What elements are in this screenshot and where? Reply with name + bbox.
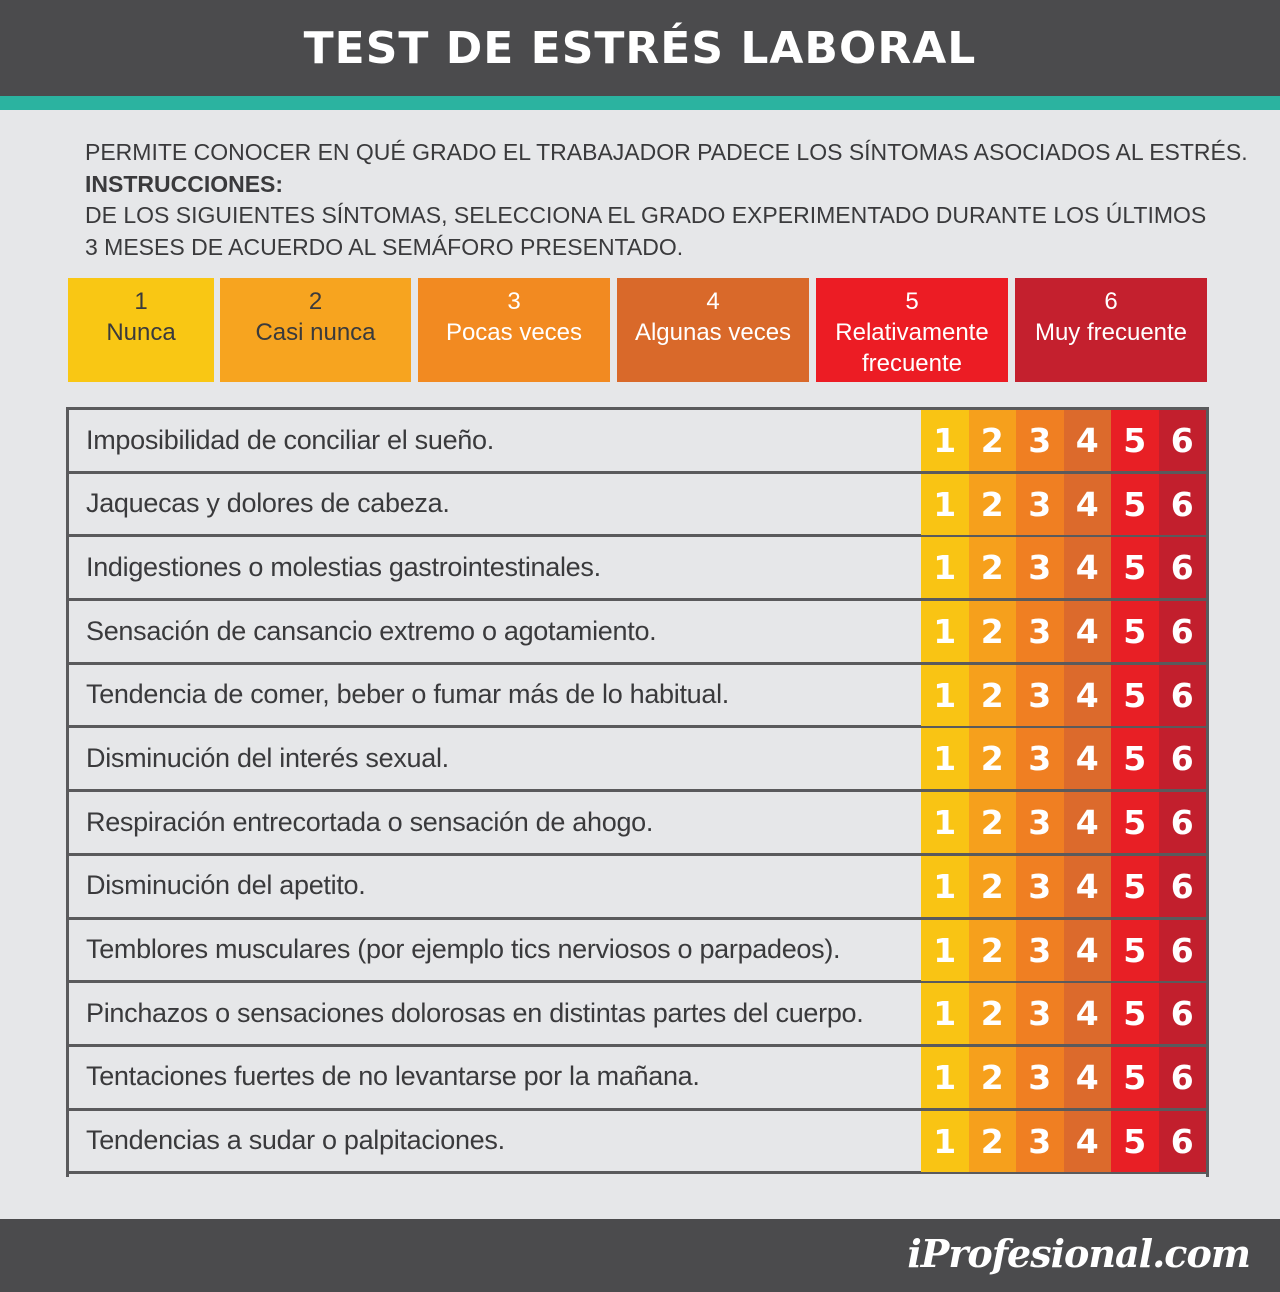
rating-option-3[interactable]: 3 bbox=[1016, 537, 1064, 598]
rating-option-2[interactable]: 2 bbox=[969, 728, 1017, 789]
page-title: TEST DE ESTRÉS LABORAL bbox=[303, 22, 977, 74]
symptom-label: Disminución del interés sexual. bbox=[86, 742, 449, 773]
rating-option-4[interactable]: 4 bbox=[1064, 1111, 1112, 1172]
rating-scale bbox=[921, 1111, 1206, 1172]
rating-option-4[interactable]: 4 bbox=[1064, 983, 1112, 1044]
accent-strip bbox=[0, 96, 1280, 110]
symptom-label: Respiración entrecortada o sensación de ahogo. bbox=[86, 806, 654, 837]
rating-scale bbox=[921, 474, 1206, 535]
instructions-line-1: DE LOS SIGUIENTES SÍNTOMAS, SELECCIONA EL GRADO EXPERIMENTADO DURANTE LOS ÚLTIMOS bbox=[85, 202, 1207, 228]
symptom-label: Indigestiones o molestias gastrointestinales. bbox=[86, 551, 601, 582]
footer-bar bbox=[0, 1219, 1280, 1292]
rating-scale bbox=[921, 920, 1206, 981]
rating-option-2[interactable]: 2 bbox=[969, 856, 1017, 917]
rating-option-2[interactable]: 2 bbox=[969, 792, 1017, 853]
rating-option-6[interactable]: 6 bbox=[1159, 983, 1207, 1044]
rating-option-1[interactable]: 1 bbox=[921, 1047, 969, 1108]
rating-option-1[interactable]: 1 bbox=[921, 474, 969, 535]
legend-label: Casi nunca bbox=[255, 319, 376, 346]
rating-option-5[interactable]: 5 bbox=[1111, 920, 1159, 981]
rating-option-5[interactable]: 5 bbox=[1111, 983, 1159, 1044]
rating-option-1[interactable]: 1 bbox=[921, 983, 969, 1044]
rating-option-3[interactable]: 3 bbox=[1016, 410, 1064, 471]
rating-option-3[interactable]: 3 bbox=[1016, 983, 1064, 1044]
rating-option-5[interactable]: 5 bbox=[1111, 665, 1159, 726]
table-row bbox=[69, 410, 1206, 474]
symptom-label: Pinchazos o sensaciones dolorosas en distintas partes del cuerpo. bbox=[86, 997, 864, 1028]
legend-item-casi-nunca bbox=[220, 278, 411, 382]
legend-item-nunca bbox=[68, 278, 214, 382]
rating-scale bbox=[921, 728, 1206, 789]
rating-option-2[interactable]: 2 bbox=[969, 983, 1017, 1044]
legend-number: 4 bbox=[706, 288, 720, 315]
rating-option-5[interactable]: 5 bbox=[1111, 537, 1159, 598]
rating-option-2[interactable]: 2 bbox=[969, 920, 1017, 981]
rating-option-4[interactable]: 4 bbox=[1064, 728, 1112, 789]
rating-option-6[interactable]: 6 bbox=[1159, 1111, 1207, 1172]
rating-option-4[interactable]: 4 bbox=[1064, 665, 1112, 726]
rating-option-1[interactable]: 1 bbox=[921, 920, 969, 981]
rating-option-2[interactable]: 2 bbox=[969, 1111, 1017, 1172]
rating-option-3[interactable]: 3 bbox=[1016, 1047, 1064, 1108]
rating-option-5[interactable]: 5 bbox=[1111, 1111, 1159, 1172]
legend-number: 3 bbox=[507, 288, 521, 315]
rating-scale bbox=[921, 537, 1206, 598]
symptom-label: Tentaciones fuertes de no levantarse por la mañana. bbox=[86, 1061, 700, 1092]
table-row bbox=[69, 856, 1206, 920]
rating-option-4[interactable]: 4 bbox=[1064, 856, 1112, 917]
rating-option-1[interactable]: 1 bbox=[921, 665, 969, 726]
table-row bbox=[69, 792, 1206, 856]
symptom-label: Jaquecas y dolores de cabeza. bbox=[86, 488, 450, 519]
legend-label: Algunas veces bbox=[634, 319, 792, 346]
rating-option-3[interactable]: 3 bbox=[1016, 728, 1064, 789]
rating-option-6[interactable]: 6 bbox=[1159, 537, 1207, 598]
rating-option-4[interactable]: 4 bbox=[1064, 792, 1112, 853]
legend-number: 2 bbox=[308, 288, 323, 315]
rating-option-6[interactable]: 6 bbox=[1159, 474, 1207, 535]
rating-option-6[interactable]: 6 bbox=[1159, 410, 1207, 471]
symptom-table bbox=[66, 407, 1209, 1177]
rating-option-3[interactable]: 3 bbox=[1016, 792, 1064, 853]
rating-option-6[interactable]: 6 bbox=[1159, 920, 1207, 981]
symptom-label: Tendencias a sudar o palpitaciones. bbox=[86, 1125, 505, 1156]
table-row bbox=[69, 728, 1206, 792]
table-row bbox=[69, 983, 1206, 1047]
rating-scale bbox=[921, 1047, 1206, 1108]
instructions-line-2: 3 MESES DE ACUERDO AL SEMÁFORO PRESENTADO. bbox=[85, 233, 684, 260]
rating-option-5[interactable]: 5 bbox=[1111, 474, 1159, 535]
rating-scale bbox=[921, 410, 1206, 471]
table-row bbox=[69, 537, 1206, 601]
legend-label: Pocas veces bbox=[445, 319, 583, 346]
rating-option-5[interactable]: 5 bbox=[1111, 728, 1159, 789]
rating-option-4[interactable]: 4 bbox=[1064, 1047, 1112, 1108]
symptom-label: Temblores musculares (por ejemplo tics nerviosos o parpadeos). bbox=[86, 934, 841, 964]
rating-option-6[interactable]: 6 bbox=[1159, 601, 1207, 662]
rating-scale bbox=[921, 601, 1206, 662]
rating-option-6[interactable]: 6 bbox=[1159, 856, 1207, 917]
symptom-label: Sensación de cansancio extremo o agotamiento. bbox=[86, 615, 657, 646]
header-bar bbox=[0, 0, 1280, 96]
symptom-label: Disminución del apetito. bbox=[86, 870, 366, 901]
rating-option-4[interactable]: 4 bbox=[1064, 920, 1112, 981]
rating-option-6[interactable]: 6 bbox=[1159, 1047, 1207, 1108]
intro-text bbox=[85, 137, 1248, 263]
rating-option-3[interactable]: 3 bbox=[1016, 601, 1064, 662]
rating-option-2[interactable]: 2 bbox=[969, 665, 1017, 726]
rating-option-5[interactable]: 5 bbox=[1111, 1047, 1159, 1108]
table-row bbox=[69, 1111, 1206, 1175]
table-row bbox=[69, 601, 1206, 665]
legend-label: Nunca bbox=[106, 319, 176, 346]
legend-label: Muy frecuente bbox=[1034, 319, 1188, 346]
rating-option-1[interactable]: 1 bbox=[921, 792, 969, 853]
rating-option-4[interactable]: 4 bbox=[1064, 474, 1112, 535]
rating-option-2[interactable]: 2 bbox=[969, 474, 1017, 535]
rating-option-1[interactable]: 1 bbox=[921, 601, 969, 662]
legend-item-algunas-veces bbox=[617, 278, 809, 382]
table-row bbox=[69, 665, 1206, 729]
intro-description: PERMITE CONOCER EN QUÉ GRADO EL TRABAJADOR PADECE LOS SÍNTOMAS ASOCIADOS AL ESTRÉS. bbox=[85, 139, 1248, 165]
rating-option-4[interactable]: 4 bbox=[1064, 601, 1112, 662]
rating-option-2[interactable]: 2 bbox=[969, 1047, 1017, 1108]
legend-label-continued: frecuente bbox=[861, 350, 963, 377]
symptom-label: Imposibilidad de conciliar el sueño. bbox=[86, 424, 494, 455]
rating-option-4[interactable]: 4 bbox=[1064, 410, 1112, 471]
legend-label: Relativamente bbox=[835, 319, 989, 346]
rating-option-1[interactable]: 1 bbox=[921, 1111, 969, 1172]
rating-option-2[interactable]: 2 bbox=[969, 537, 1017, 598]
symptom-label: Tendencia de comer, beber o fumar más de lo habitual. bbox=[86, 679, 729, 710]
table-row bbox=[69, 474, 1206, 538]
rating-option-2[interactable]: 2 bbox=[969, 410, 1017, 471]
rating-option-1[interactable]: 1 bbox=[921, 728, 969, 789]
rating-option-3[interactable]: 3 bbox=[1016, 665, 1064, 726]
rating-option-6[interactable]: 6 bbox=[1159, 792, 1207, 853]
rating-option-1[interactable]: 1 bbox=[921, 856, 969, 917]
rating-option-3[interactable]: 3 bbox=[1016, 1111, 1064, 1172]
rating-option-6[interactable]: 6 bbox=[1159, 728, 1207, 789]
rating-option-3[interactable]: 3 bbox=[1016, 920, 1064, 981]
rating-option-5[interactable]: 5 bbox=[1111, 410, 1159, 471]
legend-number: 5 bbox=[905, 288, 919, 315]
rating-option-3[interactable]: 3 bbox=[1016, 474, 1064, 535]
instructions-label: INSTRUCCIONES: bbox=[85, 170, 284, 197]
rating-option-4[interactable]: 4 bbox=[1064, 537, 1112, 598]
rating-option-1[interactable]: 1 bbox=[921, 410, 969, 471]
rating-option-3[interactable]: 3 bbox=[1016, 856, 1064, 917]
legend-item-muy-frecuente bbox=[1015, 278, 1207, 382]
rating-option-5[interactable]: 5 bbox=[1111, 792, 1159, 853]
legend-number: 1 bbox=[134, 288, 148, 315]
rating-option-5[interactable]: 5 bbox=[1111, 856, 1159, 917]
brand-logo: iProfesional.com bbox=[907, 1231, 1250, 1276]
table-row bbox=[69, 1047, 1206, 1111]
table-row bbox=[69, 920, 1206, 984]
legend-item-pocas-veces bbox=[418, 278, 610, 382]
rating-scale bbox=[921, 856, 1206, 917]
rating-option-2[interactable]: 2 bbox=[969, 601, 1017, 662]
legend-item-relativamente-frecuente bbox=[816, 278, 1008, 382]
rating-scale bbox=[921, 665, 1206, 726]
rating-scale bbox=[921, 983, 1206, 1044]
legend-number: 6 bbox=[1104, 288, 1118, 315]
rating-option-5[interactable]: 5 bbox=[1111, 601, 1159, 662]
rating-scale bbox=[921, 792, 1206, 853]
rating-option-6[interactable]: 6 bbox=[1159, 665, 1207, 726]
rating-option-1[interactable]: 1 bbox=[921, 537, 969, 598]
